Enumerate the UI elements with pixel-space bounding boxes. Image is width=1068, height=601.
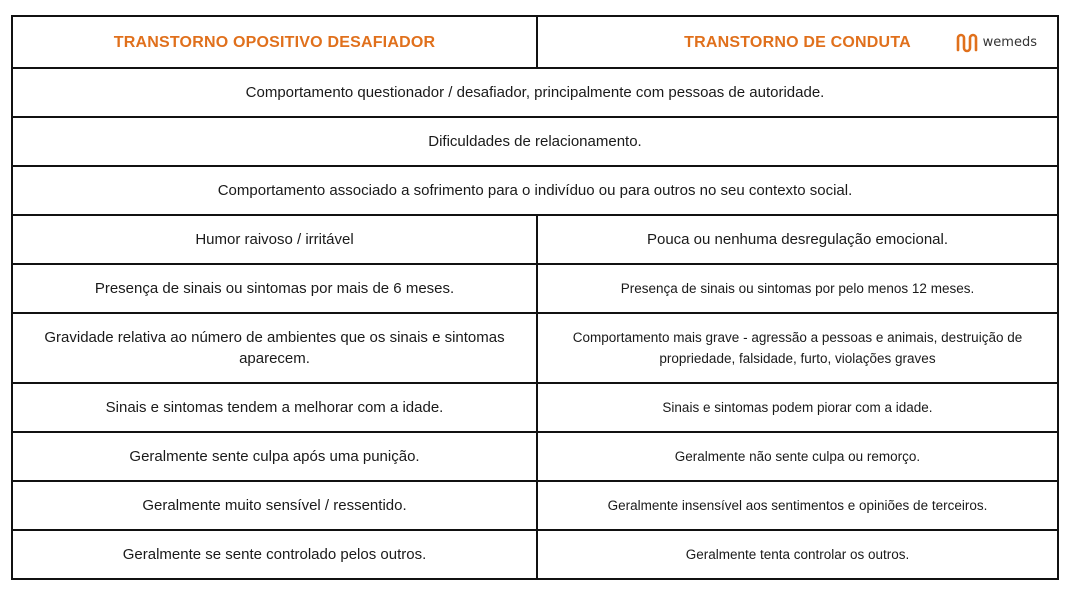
shared-cell: Comportamento questionador / desafiador, principalmente com pessoas de autoridade. [12,68,1058,117]
left-cell: Sinais e sintomas tendem a melhorar com a idade. [12,383,537,432]
right-cell: Pouca ou nenhuma desregulação emocional. [537,215,1058,264]
left-cell: Presença de sinais ou sintomas por mais de 6 meses. [12,264,537,313]
header-row [12,16,1058,68]
wemeds-logo [956,32,1037,53]
shared-cell: Comportamento associado a sofrimento para o indivíduo ou para outros no seu contexto social. [12,166,1058,215]
table-row [12,481,1058,530]
table-row [12,432,1058,481]
left-cell: Gravidade relativa ao número de ambientes que os sinais e sintomas aparecem. [12,313,537,383]
left-cell: Humor raivoso / irritável [12,215,537,264]
right-cell: Comportamento mais grave - agressão a pessoas e animais, destruição de propriedade, falsidade, furto, violações graves [537,313,1058,383]
left-cell: Geralmente sente culpa após uma punição. [12,432,537,481]
left-cell: Geralmente se sente controlado pelos outros. [12,530,537,579]
table-row [12,530,1058,579]
table-row [12,68,1058,117]
logo-text: wemeds [982,35,1037,50]
comparison-table [11,15,1059,580]
right-cell: Geralmente não sente culpa ou remorço. [537,432,1058,481]
right-cell: Geralmente insensível aos sentimentos e opiniões de terceiros. [537,481,1058,530]
shared-cell: Dificuldades de relacionamento. [12,117,1058,166]
table-row [12,313,1058,383]
table-row [12,215,1058,264]
table-row [12,166,1058,215]
table-row [12,383,1058,432]
wemeds-logo-icon [956,33,980,53]
right-cell: Sinais e sintomas podem piorar com a idade. [537,383,1058,432]
header-right-cell [537,16,1058,68]
table-row [12,117,1058,166]
header-left: TRANSTORNO OPOSITIVO DESAFIADOR [12,16,537,68]
left-cell: Geralmente muito sensível / ressentido. [12,481,537,530]
header-right: TRANSTORNO DE CONDUTA [684,33,911,51]
right-cell: Geralmente tenta controlar os outros. [537,530,1058,579]
right-cell: Presença de sinais ou sintomas por pelo menos 12 meses. [537,264,1058,313]
table-row [12,264,1058,313]
